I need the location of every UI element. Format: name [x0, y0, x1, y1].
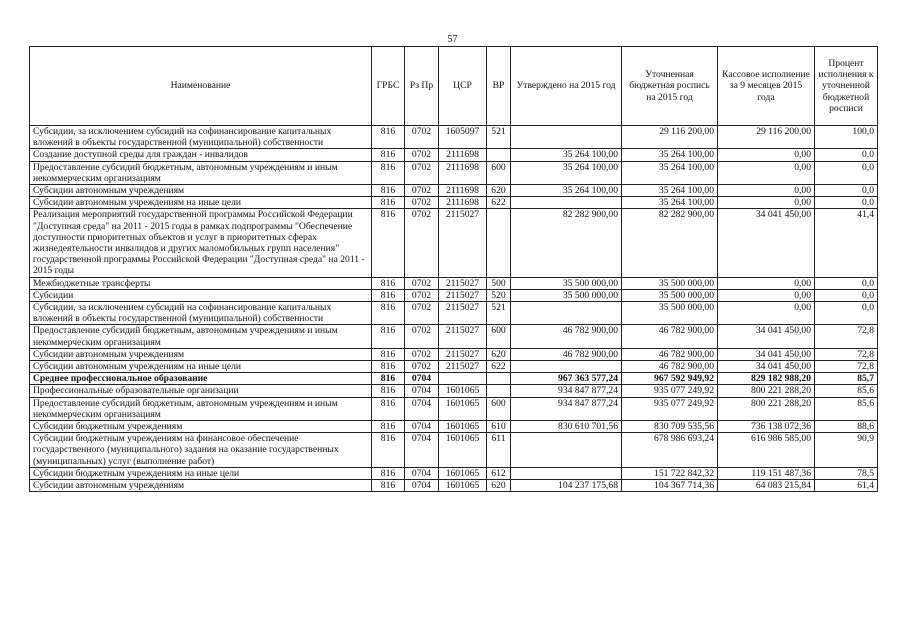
cell-name: Субсидии автономным учреждениям [30, 480, 372, 492]
cell-refined: 935 077 249,92 [622, 385, 718, 397]
cell-cash: 0,00 [718, 302, 815, 325]
cell-csr [439, 373, 487, 385]
cell-percent: 0,0 [815, 302, 878, 325]
table-row [30, 289, 878, 301]
cell-cash: 0,00 [718, 277, 815, 289]
cell-percent: 85,6 [815, 385, 878, 397]
cell-csr: 2115027 [439, 209, 487, 277]
cell-vr [487, 373, 511, 385]
cell-percent: 100,0 [815, 126, 878, 149]
table-row [30, 161, 878, 184]
cell-grbs: 816 [372, 302, 405, 325]
cell-cash: 34 041 450,00 [718, 209, 815, 277]
table-row [30, 397, 878, 420]
table-header-row [30, 47, 878, 126]
cell-vr: 611 [487, 433, 511, 468]
cell-refined: 46 782 900,00 [622, 348, 718, 360]
cell-grbs: 816 [372, 277, 405, 289]
cell-approved: 934 847 877,24 [511, 385, 622, 397]
cell-rzpr: 0704 [405, 467, 439, 479]
table-row [30, 185, 878, 197]
cell-percent: 0,0 [815, 197, 878, 209]
cell-name: Предоставление субсидий бюджетным, автономным учреждениям и иным некоммерческим организациям [30, 161, 372, 184]
cell-name: Среднее профессиональное образование [30, 373, 372, 385]
cell-name: Субсидии автономным учреждениям [30, 185, 372, 197]
cell-cash: 34 041 450,00 [718, 361, 815, 373]
cell-percent: 85,7 [815, 373, 878, 385]
cell-vr: 620 [487, 185, 511, 197]
cell-refined: 29 116 200,00 [622, 126, 718, 149]
cell-approved: 967 363 577,24 [511, 373, 622, 385]
cell-csr: 1601065 [439, 433, 487, 468]
cell-grbs: 816 [372, 480, 405, 492]
cell-csr: 2111698 [439, 161, 487, 184]
cell-approved [511, 126, 622, 149]
cell-approved [511, 302, 622, 325]
cell-csr: 1601065 [439, 385, 487, 397]
cell-csr: 2115027 [439, 325, 487, 348]
cell-percent: 61,4 [815, 480, 878, 492]
cell-name: Субсидии автономным учреждениям на иные цели [30, 197, 372, 209]
table-row [30, 480, 878, 492]
cell-approved [511, 433, 622, 468]
cell-name: Субсидии [30, 289, 372, 301]
header-refined: Уточненная бюджетная роспись на 2015 год [622, 47, 718, 126]
cell-grbs: 816 [372, 209, 405, 277]
cell-csr: 2115027 [439, 348, 487, 360]
cell-rzpr: 0704 [405, 385, 439, 397]
cell-grbs: 816 [372, 385, 405, 397]
cell-percent: 0,0 [815, 149, 878, 161]
table-row [30, 348, 878, 360]
cell-approved [511, 467, 622, 479]
cell-grbs: 816 [372, 373, 405, 385]
cell-cash: 0,00 [718, 161, 815, 184]
cell-grbs: 816 [372, 361, 405, 373]
cell-csr: 1601065 [439, 467, 487, 479]
budget-execution-table [29, 46, 878, 492]
cell-cash: 829 182 988,20 [718, 373, 815, 385]
cell-grbs: 816 [372, 467, 405, 479]
cell-vr: 610 [487, 421, 511, 433]
cell-csr: 2115027 [439, 277, 487, 289]
header-csr: ЦСР [439, 47, 487, 126]
table-row [30, 149, 878, 161]
cell-approved: 104 237 175,68 [511, 480, 622, 492]
cell-name: Субсидии автономным учреждениям на иные цели [30, 361, 372, 373]
table-row [30, 302, 878, 325]
cell-grbs: 816 [372, 289, 405, 301]
cell-percent: 0,0 [815, 185, 878, 197]
cell-cash: 0,00 [718, 149, 815, 161]
cell-rzpr: 0702 [405, 348, 439, 360]
cell-approved: 35 500 000,00 [511, 277, 622, 289]
cell-refined: 678 986 693,24 [622, 433, 718, 468]
cell-name: Межбюджетные трансферты [30, 277, 372, 289]
cell-percent: 72,8 [815, 361, 878, 373]
cell-grbs: 816 [372, 126, 405, 149]
cell-vr [487, 385, 511, 397]
cell-cash: 616 986 585,00 [718, 433, 815, 468]
cell-vr: 620 [487, 348, 511, 360]
cell-refined: 35 500 000,00 [622, 289, 718, 301]
table-row [30, 385, 878, 397]
header-grbs: ГРБС [372, 47, 405, 126]
cell-percent: 78,5 [815, 467, 878, 479]
cell-approved: 35 264 100,00 [511, 185, 622, 197]
cell-cash: 29 116 200,00 [718, 126, 815, 149]
cell-name: Субсидии бюджетным учреждениям на финансовое обеспечение государственного (муниципального) задания на оказание государственных (муниципальных) услуг (выполнение работ) [30, 433, 372, 468]
cell-refined: 35 500 000,00 [622, 302, 718, 325]
cell-csr: 2115027 [439, 289, 487, 301]
cell-refined: 104 367 714,36 [622, 480, 718, 492]
header-vr: ВР [487, 47, 511, 126]
cell-vr: 521 [487, 302, 511, 325]
cell-vr [487, 149, 511, 161]
cell-cash: 800 221 288,20 [718, 385, 815, 397]
cell-approved: 35 264 100,00 [511, 149, 622, 161]
cell-vr: 600 [487, 397, 511, 420]
page-number: 57 [447, 34, 458, 45]
cell-vr [487, 209, 511, 277]
cell-rzpr: 0702 [405, 302, 439, 325]
cell-refined: 82 282 900,00 [622, 209, 718, 277]
cell-csr: 2115027 [439, 361, 487, 373]
cell-name: Субсидии бюджетным учреждениям на иные цели [30, 467, 372, 479]
cell-grbs: 816 [372, 161, 405, 184]
table-row [30, 373, 878, 385]
cell-name: Профессиональные образовательные организации [30, 385, 372, 397]
cell-cash: 0,00 [718, 197, 815, 209]
cell-refined: 35 264 100,00 [622, 161, 718, 184]
cell-vr: 622 [487, 361, 511, 373]
cell-percent: 90,9 [815, 433, 878, 468]
table-row [30, 467, 878, 479]
cell-cash: 34 041 450,00 [718, 325, 815, 348]
cell-rzpr: 0704 [405, 397, 439, 420]
cell-name: Субсидии, за исключением субсидий на софинансирование капитальных вложений в объекты государственной (муниципальной) собственности [30, 126, 372, 149]
cell-refined: 35 264 100,00 [622, 149, 718, 161]
cell-grbs: 816 [372, 185, 405, 197]
cell-vr: 612 [487, 467, 511, 479]
cell-approved: 35 500 000,00 [511, 289, 622, 301]
cell-csr: 1605097 [439, 126, 487, 149]
cell-cash: 800 221 288,20 [718, 397, 815, 420]
table-row [30, 421, 878, 433]
cell-grbs: 816 [372, 421, 405, 433]
cell-rzpr: 0702 [405, 149, 439, 161]
table-row [30, 209, 878, 277]
cell-name: Предоставление субсидий бюджетным, автономным учреждениям и иным некоммерческим организациям [30, 325, 372, 348]
cell-grbs: 816 [372, 348, 405, 360]
cell-approved: 35 264 100,00 [511, 161, 622, 184]
cell-refined: 935 077 249,92 [622, 397, 718, 420]
table-row [30, 126, 878, 149]
cell-percent: 0,0 [815, 161, 878, 184]
cell-name: Субсидии автономным учреждениям [30, 348, 372, 360]
cell-cash: 0,00 [718, 289, 815, 301]
table-row [30, 197, 878, 209]
cell-grbs: 816 [372, 197, 405, 209]
cell-percent: 72,8 [815, 325, 878, 348]
cell-refined: 46 782 900,00 [622, 361, 718, 373]
cell-rzpr: 0704 [405, 421, 439, 433]
cell-cash: 64 083 215,84 [718, 480, 815, 492]
cell-vr: 600 [487, 325, 511, 348]
cell-csr: 2111698 [439, 149, 487, 161]
table-body [30, 126, 878, 492]
cell-vr: 600 [487, 161, 511, 184]
cell-percent: 0,0 [815, 277, 878, 289]
header-rzpr: Рз Пр [405, 47, 439, 126]
cell-grbs: 816 [372, 397, 405, 420]
cell-vr: 620 [487, 480, 511, 492]
cell-rzpr: 0704 [405, 480, 439, 492]
cell-rzpr: 0704 [405, 433, 439, 468]
cell-refined: 35 264 100,00 [622, 197, 718, 209]
cell-refined: 151 722 842,32 [622, 467, 718, 479]
table-row [30, 361, 878, 373]
cell-vr: 500 [487, 277, 511, 289]
cell-csr: 1601065 [439, 480, 487, 492]
cell-rzpr: 0702 [405, 126, 439, 149]
cell-csr: 1601065 [439, 421, 487, 433]
cell-cash: 119 151 487,36 [718, 467, 815, 479]
cell-rzpr: 0702 [405, 289, 439, 301]
cell-name: Создание доступной среды для граждан - инвалидов [30, 149, 372, 161]
cell-approved: 934 847 877,24 [511, 397, 622, 420]
cell-grbs: 816 [372, 149, 405, 161]
cell-refined: 35 264 100,00 [622, 185, 718, 197]
cell-name: Субсидии, за исключением субсидий на софинансирование капитальных вложений в объекты государственной (муниципальной) собственности [30, 302, 372, 325]
cell-percent: 0,0 [815, 289, 878, 301]
cell-rzpr: 0702 [405, 277, 439, 289]
cell-refined: 35 500 000,00 [622, 277, 718, 289]
cell-approved [511, 197, 622, 209]
cell-refined: 967 592 949,92 [622, 373, 718, 385]
cell-csr: 2111698 [439, 185, 487, 197]
cell-cash: 34 041 450,00 [718, 348, 815, 360]
cell-grbs: 816 [372, 433, 405, 468]
table-row [30, 277, 878, 289]
cell-rzpr: 0702 [405, 361, 439, 373]
cell-rzpr: 0702 [405, 325, 439, 348]
table-row [30, 325, 878, 348]
cell-approved: 46 782 900,00 [511, 325, 622, 348]
cell-csr: 2115027 [439, 302, 487, 325]
cell-csr: 2111698 [439, 197, 487, 209]
cell-grbs: 816 [372, 325, 405, 348]
cell-name: Реализация мероприятий государственной программы Российской Федерации "Доступная среда" на 2011 - 2015 годы в рамках подпрограммы "Обеспечение доступности приоритетных объектов и услуг в приоритетных сферах жизнедеятельности инвалидов и других маломобильных групп населения" государственной программы Российской Федерации "Доступная среда" на 2011 - 2015 годы [30, 209, 372, 277]
cell-percent: 85,6 [815, 397, 878, 420]
cell-cash: 0,00 [718, 185, 815, 197]
cell-csr: 1601065 [439, 397, 487, 420]
header-cash: Кассовое исполнение за 9 месяцев 2015 года [718, 47, 815, 126]
cell-rzpr: 0702 [405, 185, 439, 197]
cell-approved: 830 610 701,56 [511, 421, 622, 433]
cell-rzpr: 0702 [405, 197, 439, 209]
cell-rzpr: 0704 [405, 373, 439, 385]
cell-approved: 82 282 900,00 [511, 209, 622, 277]
header-approved: Утверждено на 2015 год [511, 47, 622, 126]
cell-rzpr: 0702 [405, 209, 439, 277]
cell-name: Предоставление субсидий бюджетным, автономным учреждениям и иным некоммерческим организациям [30, 397, 372, 420]
cell-percent: 88,6 [815, 421, 878, 433]
cell-vr: 520 [487, 289, 511, 301]
cell-refined: 46 782 900,00 [622, 325, 718, 348]
cell-refined: 830 709 535,56 [622, 421, 718, 433]
table-row [30, 433, 878, 468]
cell-vr: 521 [487, 126, 511, 149]
cell-percent: 72,8 [815, 348, 878, 360]
cell-name: Субсидии бюджетным учреждениям [30, 421, 372, 433]
header-percent: Процент исполнения к уточненной бюджетной росписи [815, 47, 878, 126]
cell-approved [511, 361, 622, 373]
cell-approved: 46 782 900,00 [511, 348, 622, 360]
cell-cash: 736 138 072,36 [718, 421, 815, 433]
cell-percent: 41,4 [815, 209, 878, 277]
header-name: Наименование [30, 47, 372, 126]
cell-rzpr: 0702 [405, 161, 439, 184]
cell-vr: 622 [487, 197, 511, 209]
